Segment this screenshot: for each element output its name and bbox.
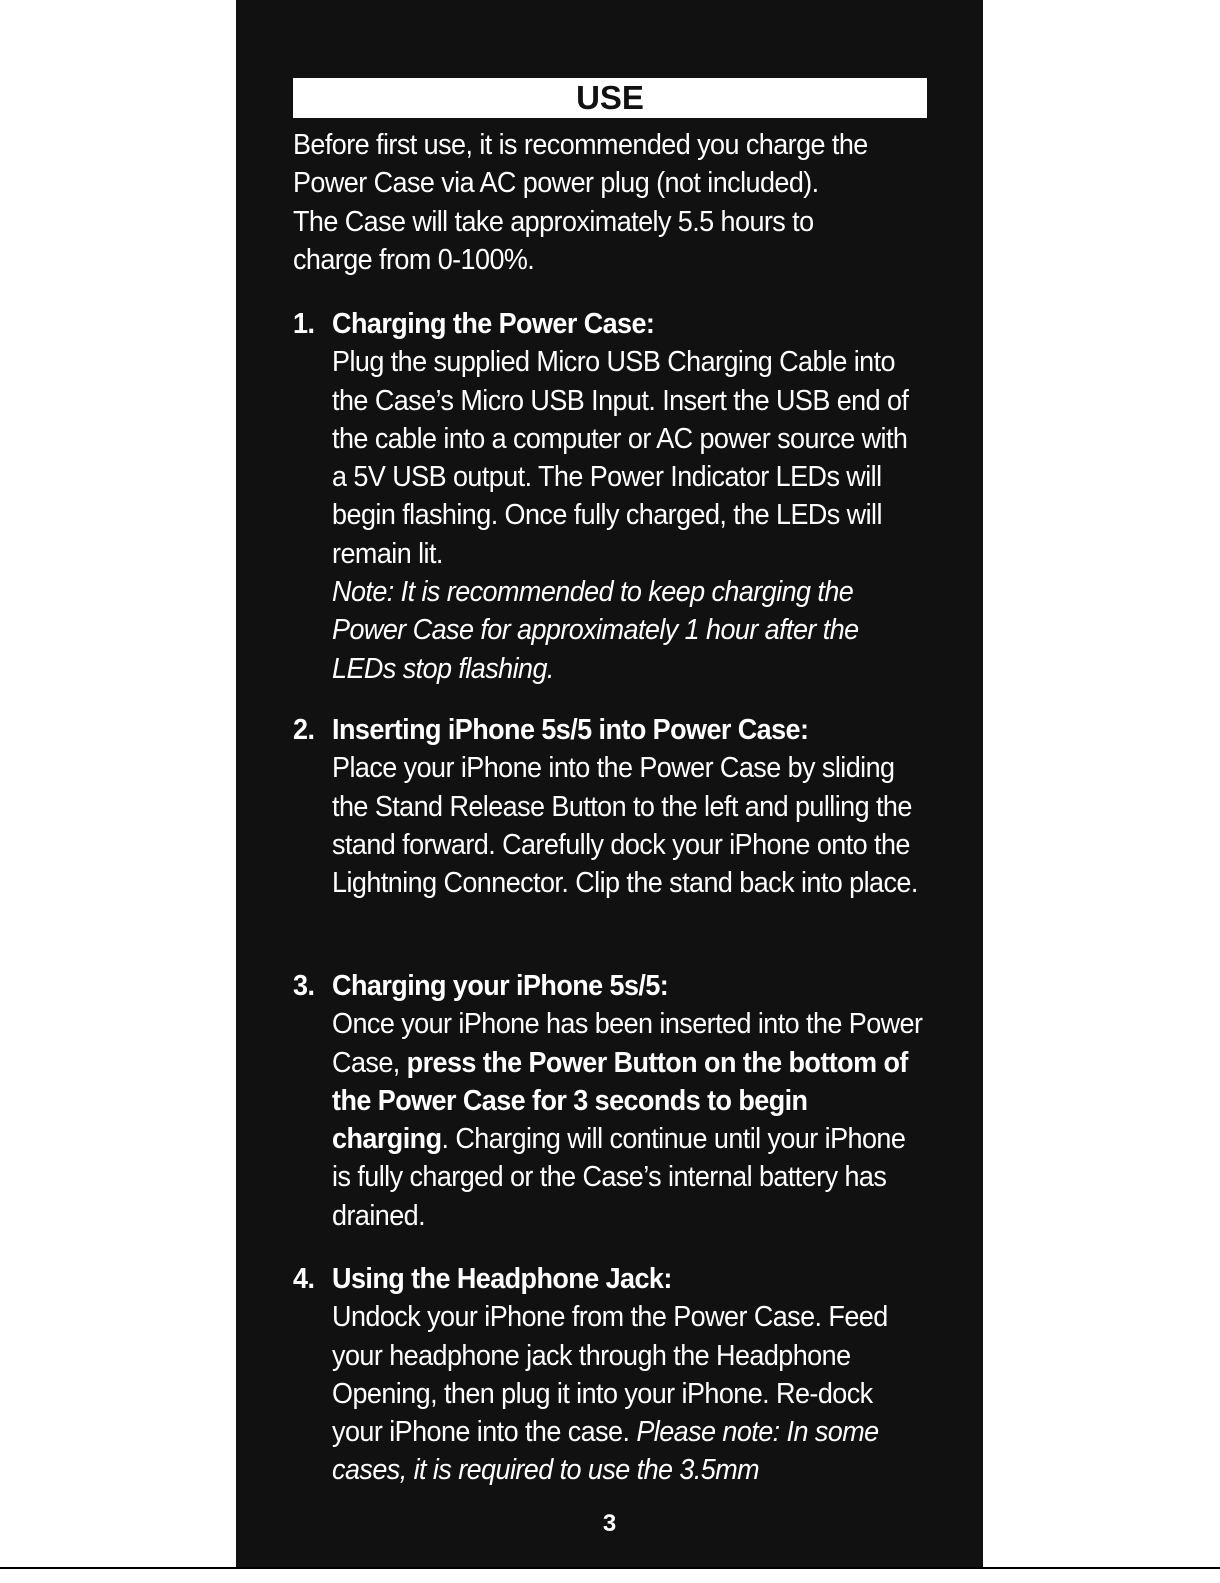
- step-number: 3.: [293, 970, 315, 1002]
- step-number: 4.: [293, 1263, 315, 1295]
- step-text: Plug the supplied Micro USB Charging Cable into the Case’s Micro USB Input. Insert the USB end of the cable into a computer or AC power source with a 5V USB output. The Power Indicator LEDs will begin flashing. Once fully charged, the LEDs will remain lit.: [332, 346, 909, 570]
- step-note: Note: It is recommended to keep charging the Power Case for approximately 1 hour after the LEDs stop flashing.: [332, 576, 859, 685]
- step-3: [293, 967, 925, 1235]
- manual-page: [236, 0, 983, 1567]
- step-4: [293, 1260, 925, 1490]
- step-title: Charging the Power Case:: [332, 308, 655, 340]
- step-title: Inserting iPhone 5s/5 into Power Case:: [332, 714, 809, 746]
- step-note: Please note: In some cases, it is required to use the 3.5mm: [332, 1416, 879, 1487]
- step-number: 2.: [293, 714, 315, 746]
- step-text: Place your iPhone into the Power Case by sliding the Stand Release Button to the left and pulling the stand forward. Carefully dock your iPhone onto the Lightning Connector. Clip the stand back into place.: [332, 752, 918, 900]
- step-text-continued: . Charging will continue until your iPhone is fully charged or the Case’s internal battery has drained.: [332, 1123, 906, 1232]
- page-bottom-border: [0, 1567, 1220, 1569]
- intro-paragraph: Before first use, it is recommended you charge the Power Case via AC power plug (not included). The Case will take approximately 5.5 hours to charge from 0-100%.: [293, 129, 868, 276]
- step-text: Once your iPhone has been inserted into the Power Case,: [332, 1008, 923, 1079]
- step-title: Charging your iPhone 5s/5:: [332, 970, 669, 1002]
- step-content: [332, 1260, 925, 1490]
- step-2: [293, 711, 925, 902]
- step-text: Undock your iPhone from the Power Case. Feed your headphone jack through the Headphone Opening, then plug it into your iPhone. Re-dock your iPhone into the case.: [332, 1301, 888, 1449]
- step-content: [332, 967, 925, 1235]
- step-text-emphasis: press the Power Button on the bottom of the Power Case for 3 seconds to begin charging: [332, 1046, 908, 1156]
- step-content: [332, 711, 925, 902]
- step-title: Using the Headphone Jack:: [332, 1263, 672, 1295]
- page-number: 3: [602, 1510, 617, 1537]
- step-content: [332, 305, 925, 688]
- step-number: 1.: [293, 308, 315, 340]
- section-heading: USE: [293, 78, 927, 118]
- step-1: [293, 305, 925, 688]
